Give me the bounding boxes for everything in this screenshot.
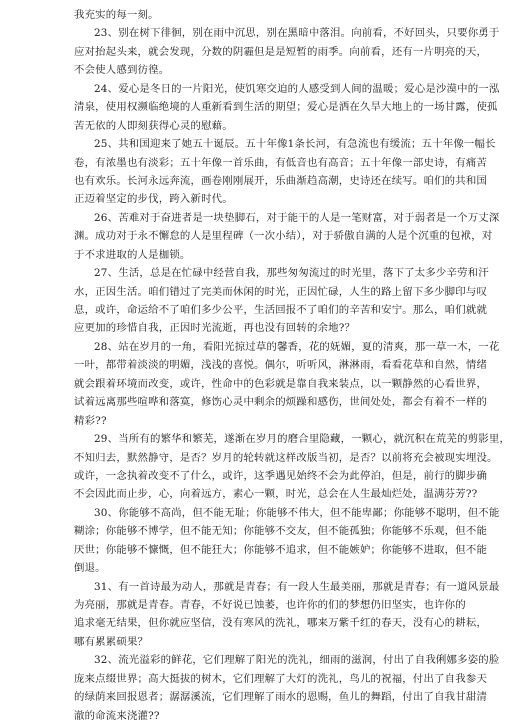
text-line: 29、当所有的繁华和繁芜，遂渐在岁月的磨合里隐藏，一颗心，就沉积在荒芜的剪影里， (94, 433, 510, 446)
text-line: 的绿荫来回报恩者；潺潺溪流，它们理解了雨水的恩赐，鱼儿的舞蹈，付出了自我甘甜清 (74, 691, 488, 704)
text-line: 苦无依的人即刻获得心灵的慰藉。 (74, 119, 233, 132)
text-line: 厌世；你能够不慷慨，但不能狂大；你能够不追求，但不能嫉妒；你能够不进取，但不能 (74, 543, 488, 556)
text-line: 哪有累累硕果？ (74, 635, 149, 648)
text-line: 我充实的每一刻。 (74, 9, 159, 21)
text-line: 不会使人感到彷徨。 (74, 64, 170, 77)
text-line: 卷，有浓墨也有淡彩；五十年像一首乐曲，有低音也有高音；五十年像一部史诗，有痛苦 (74, 156, 488, 169)
text-line: 不知归去，默然静守，是否？岁月的轮转就这样改版当初，是否？以前将充会被现实埋没。 (74, 451, 498, 464)
text-line: 渊。成功对于永不懈怠的人是里程碑（一次小结），对于骄傲自满的人是个沉重的包袱，对 (74, 230, 493, 243)
text-line: 应更加的珍惜自我，正因时光流逝，再也没有回转的余地?？ (74, 322, 356, 335)
text-line: 倒退。 (74, 562, 106, 575)
text-line: 27、生活，总是在忙碌中经营自我，那些匆匆流过的时光里，落下了太多少辛劳和汗 (94, 267, 489, 280)
text-line: 24、爱心是冬日的一片阳光，使饥寒交迫的人感受到人间的温暖；爱心是沙漠中的一泓 (94, 82, 500, 95)
text-line: 试着远离那些喧哗和落寞，修饬心灵中剩余的烦躁和感伤，世间处处，都会有着不一样的 (74, 396, 488, 409)
text-line: 一叶，都带着淡淡的明媚，浅浅的喜悦。偶尔，听听风，淋淋雨，看看花草和自然，情绪 (74, 359, 488, 372)
text-line: 23、别在树下徘徊，别在雨中沉思，别在黑暗中落泪。向前看，不好回头，只要你勇于 (94, 27, 500, 40)
text-line: 为亮丽，那就是青春。青春，不好说已蚀萎，也许你的们的梦想仍旧坚实，也许你的 (74, 599, 466, 611)
text-line: 清泉，使用权濒临绝境的人重新看到生活的期望；爱心是洒在久旱大地上的一场甘露，使孤 (74, 101, 498, 114)
text-line: 31、有一首诗最为动人，那就是青春；有一段人生最美丽，那就是青春；有一道风景最 (94, 580, 500, 593)
text-line: 也有欢乐。长河永远奔流，画卷刚刚展开，乐曲渐趋高潮，史诗还在续写。咱们的共和国 (74, 174, 488, 187)
text-line: 或许，一念执着改变不了什么，或许，这季遇见始终不会为此停泊，但是，前行的脚步确 (74, 469, 488, 482)
text-line: 30、你能够不高尚，但不能无耻；你能够不伟大，但不能卑鄙；你能够不聪明，但不能 (94, 506, 500, 519)
text-line: 糊涂；你能够不博学，但不能无知；你能够不交友，但不能孤独；你能够不乐观，但不能 (74, 525, 488, 538)
text-line: 追求毫无结果，但你就应坚信，没有寒风的洗礼，哪来万紫千红的春天，没有心的耕耘， (74, 617, 488, 630)
text-line: 澈的命流来浇灌?? (74, 709, 160, 722)
text-line: 庞来点缀世界；高大挺拔的树木，它们理解了大灯的洗礼，鸟儿的祝福，付出了自我参天 (74, 672, 488, 685)
text-line: 就会跟着环境而改变，或许，性命中的色彩就是靠自我来装点，以一颗静然的心看世界， (74, 377, 488, 390)
text-line: 26、苦难对于奋进者是一块垫脚石，对于能干的人是一笔财富，对于弱者是一个万丈深 (94, 211, 500, 224)
text-line: 28、站在岁月的一角，看阳光掠过草的馨香，花的妩媚，夏的清爽，那一草一木，一花 (94, 340, 500, 353)
text-line: 水，正因生活。咱们错过了完美而休闲的时光，正因忙碌，人生的路上留下多少脚印与叹 (74, 285, 488, 298)
text-line: 32、流光溢彩的鲜花，它们理解了阳光的洗礼，细雨的滋润，付出了自我俐娜多姿的脸 (94, 654, 500, 667)
text-line: 精彩?? (74, 414, 107, 427)
text-line: 25、共和国迎来了她五十诞辰。五十年像1条长河，有急流也有缓流；五十年像一幅长 (94, 138, 496, 151)
text-line: 息，或许，命运给不了咱们多少公平，生活回报不了咱们的辛苦和安宁。那么，咱们就就 (74, 304, 488, 316)
text-line: 正迈着坚定的步伐，跨入新时代。 (74, 193, 233, 206)
text-line: 不会因此而止步，心，向着远方，素心一颗，时光，总会在人生最灿烂处，温满芬芳?? (74, 488, 478, 501)
text-line: 应对抬起头来，就会发现，分数的阴霾但是是短暂的雨季。向前看，还有一片明亮的天， (74, 45, 488, 58)
text-line: 于不求进取的人是枷锁。 (74, 248, 191, 261)
